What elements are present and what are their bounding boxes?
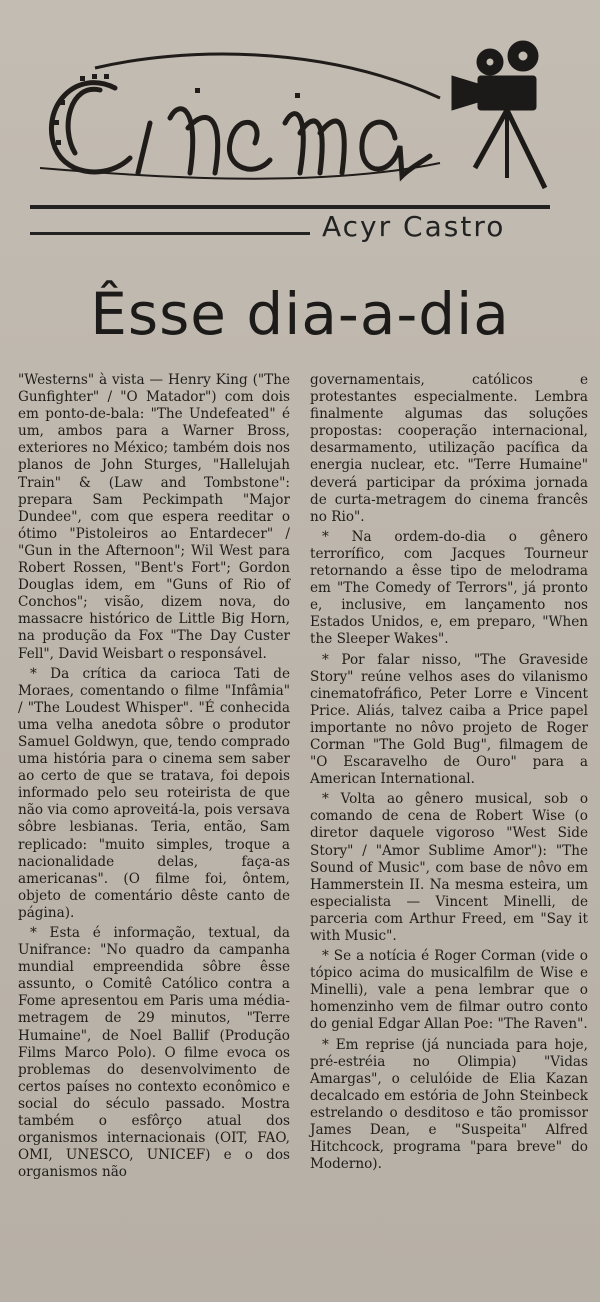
paragraph: * Esta é informação, textual, da Unifrance: "No quadro da campanha mundial empreendida sôbre êsse assunto, o Comitê Católico contra a Fome apresentou em Paris uma média-metragem de 29 minutos, "Terre Humaine", de Noel Ballif (Produção Films Marco Polo). O filme evoca os problemas do desenvolvimento de certos países no contexto econômico e social do século passado. Mostra também o esfôrço atual dos organismos internacionais (OIT, FAO, OMI, UNESCO, UNICEF) e o dos organismos não — [18, 925, 290, 1181]
article-column-left — [18, 372, 290, 1184]
paragraph: * Por falar nisso, "The Graveside Story" reúne velhos ases do vilanismo cinematofráfico, Peter Lorre e Vincent Price. Aliás, talvez caiba a Price papel importante no nôvo projeto de Roger Corman "The Gold Bug", filmagem de "O Escaravelho de Ouro" para a American International. — [310, 651, 588, 788]
paragraph: * Na ordem-do-dia o gênero terrorífico, com Jacques Tourneur retornando a êsse tipo de melodrama em "The Comedy of Terrors", já pronto e, inclusive, em lançamento nos Estados Unidos, e, em preparo, "When the Sleeper Wakes". — [310, 528, 588, 648]
paragraph: "Westerns" à vista — Henry King ("The Gunfighter" / "O Matador") com dois em ponto-de-bala: "The Undefeated" é um, ambos para a Warner Bross, exteriores no México; também dois nos planos de John Sturges, "Hallelujah Train" & (Law and Tombstone": prepara Sam Peckimpath "Major Dundee", com que espera reeditar o ótimo "Pistoleiros ao Entardecer" / "Gun in the Afternoon"; Wil West para Robert Rossen, "Bent's Fort"; Gordon Douglas idem, em "Guns of Rio of Conchos"; visão, dizem nova, do massacre histórico de Little Big Horn, na produção da Fox "The Day Custer Fell", David Weisbart o responsável. — [18, 372, 290, 662]
paragraph: * Da crítica da carioca Tati de Moraes, comentando o filme "Infâmia" / "The Loudest Whisper". "É conhecida uma velha anedota sôbre o produtor Samuel Goldwyn, que, tendo comprado uma história para o cinema sem saber ao certo de que se tratava, foi depois informado pelo seu roteirista de que não via como aproveitá-la, pois versava sôbre lesbianas. Teria, então, Sam replicado: "muito simples, troque a nacionalidade delas, faça-as americanas". (O filme foi, ôntem, objeto de comentário dêste canto de página). — [18, 665, 290, 921]
header-rule — [30, 205, 550, 209]
author-byline: Acyr Castro — [322, 210, 506, 243]
article-headline: Êsse dia-a-dia — [90, 280, 510, 348]
paragraph: governamentais, católicos e protestantes especialmente. Lembra finalmente algumas das soluções propostas: cooperação internacional, desarmamento, utilização pacífica da energia nuclear, etc. "Terre Humaine" deverá participar da próxima jornada de curta-metragem do cinema francês no Rio". — [310, 372, 588, 525]
byline-rule — [30, 232, 310, 235]
paragraph: * Se a notícia é Roger Corman (vide o tópico acima do musicalfilm de Wise e Minelli), vale a pena lembrar que o homenzinho vem de filmar outro conto do genial Edgar Allan Poe: "The Raven". — [310, 948, 588, 1033]
paragraph: * Volta ao gênero musical, sob o comando de cena de Robert Wise (o diretor daquele vigoroso "West Side Story" / "Amor Sublime Amor"): "The Sound of Music", com base de nôvo em Hammerstein II. Na mesma esteira, um especialista — Vincent Minelli, de parceria com Arthur Freed, em "Say it with Music". — [310, 791, 588, 944]
cinema-logo — [20, 28, 590, 203]
movie-camera-icon — [452, 41, 545, 188]
paragraph: * Em reprise (já nunciada para hoje, pré-estréia no Olimpia) "Vidas Amargas", o celulóide de Elia Kazan decalcado em estória de John Steinbeck estrelando o desditoso e tão promissor James Dean, e "Suspeita" Alfred Hitchcock, programa "para breve" do Moderno). — [310, 1036, 588, 1173]
article-column-right — [310, 372, 588, 1176]
